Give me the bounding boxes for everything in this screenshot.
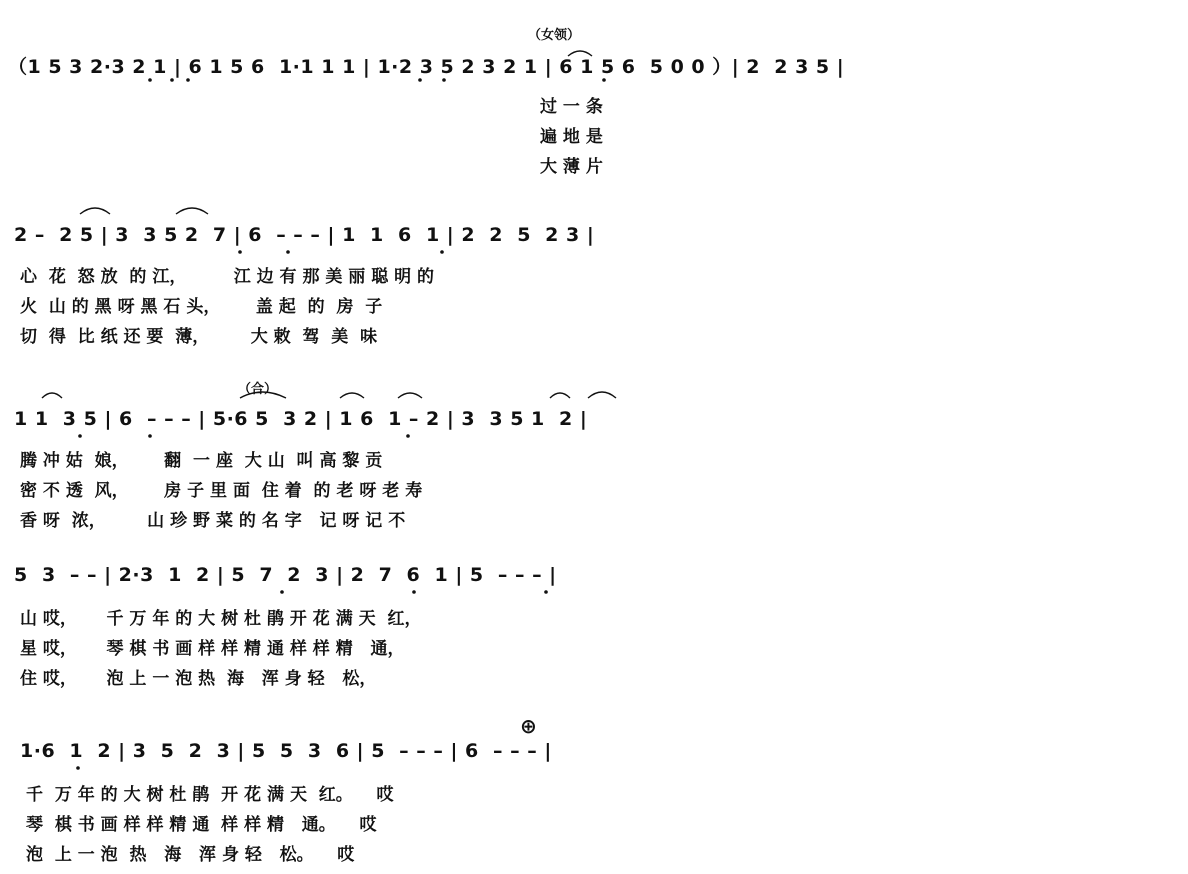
notation-line-5: 1·6 1 2 | 3 5 2 3 | 5 5 3 6 | 5 – – – | 6 – – – | — [20, 740, 552, 762]
lyric-line-4-3: 住 哎， 泡 上 一 泡 热 海 浑 身 轻 松， — [20, 669, 377, 689]
lyric-line-3-1: 腾 冲 姑 娘， 翻 一 座 大 山 叫 高 黎 贡 — [20, 451, 383, 471]
notation-line-3: 1 1 3 5 | 6 – – – | 5·6 5 3 2 | 1 6 1 – 2 | 3 3 5 1 2 | — [14, 408, 588, 430]
notation-line-2: 2 – 2 5 | 3 3 5 2 7 | 6 – – – | 1 1 6 1 | 2 2 5 2 3 | — [14, 224, 595, 246]
lyric-line-5-3: 泡 上 一 泡 热 海 浑 身 轻 松。 哎 — [26, 845, 355, 865]
lyric-line-5-2: 琴 棋 书 画 样 样 精 通 样 样 精 通。 哎 — [26, 815, 377, 835]
lyric-line-4-1: 山 哎， 千 万 年 的 大 树 杜 鹃 开 花 满 天 红， — [20, 609, 422, 629]
lyric-line-2-2: 火 山 的 黑 呀 黑 石 头， 盖 起 的 房 子 — [20, 297, 383, 317]
chorus-marker: （合） — [238, 382, 278, 397]
notation-line-4: 5 3 – – | 2·3 1 2 | 5 7 2 3 | 2 7 6 1 | 5 – – – | — [14, 564, 557, 586]
lyric-line-1-3: 大 薄 片 — [540, 157, 603, 177]
female-lead-marker: （女领） — [528, 28, 581, 43]
lyric-line-3-3: 香 呀 浓， 山 珍 野 菜 的 名 字 记 呀 记 不 — [20, 511, 406, 531]
segno-icon: ⊕ — [520, 714, 537, 738]
lyric-line-4-2: 星 哎， 琴 棋 书 画 样 样 精 通 样 样 精 通， — [20, 639, 405, 659]
lyric-line-3-2: 密 不 透 风， 房 子 里 面 住 着 的 老 呀 老 寿 — [20, 481, 423, 501]
lyric-line-1-2: 遍 地 是 — [540, 127, 603, 147]
lyric-line-5-1: 千 万 年 的 大 树 杜 鹃 开 花 满 天 红。 哎 — [26, 785, 394, 805]
lyric-line-2-3: 切 得 比 纸 还 要 薄， 大 敕 驾 美 味 — [20, 327, 378, 347]
notation-line-1: （1 5 3 2·3 2 1 | 6 1 5 6 1·1 1 1 | 1·2 3 5 2 3 2 1 | 6 1 5 6 5 0 0 ）| 2 2 3 5 | — [8, 56, 845, 78]
lyric-line-1-1: 过 一 条 — [540, 97, 603, 117]
lyric-line-2-1: 心 花 怒 放 的 江， 江 边 有 那 美 丽 聪 明 的 — [20, 267, 435, 287]
